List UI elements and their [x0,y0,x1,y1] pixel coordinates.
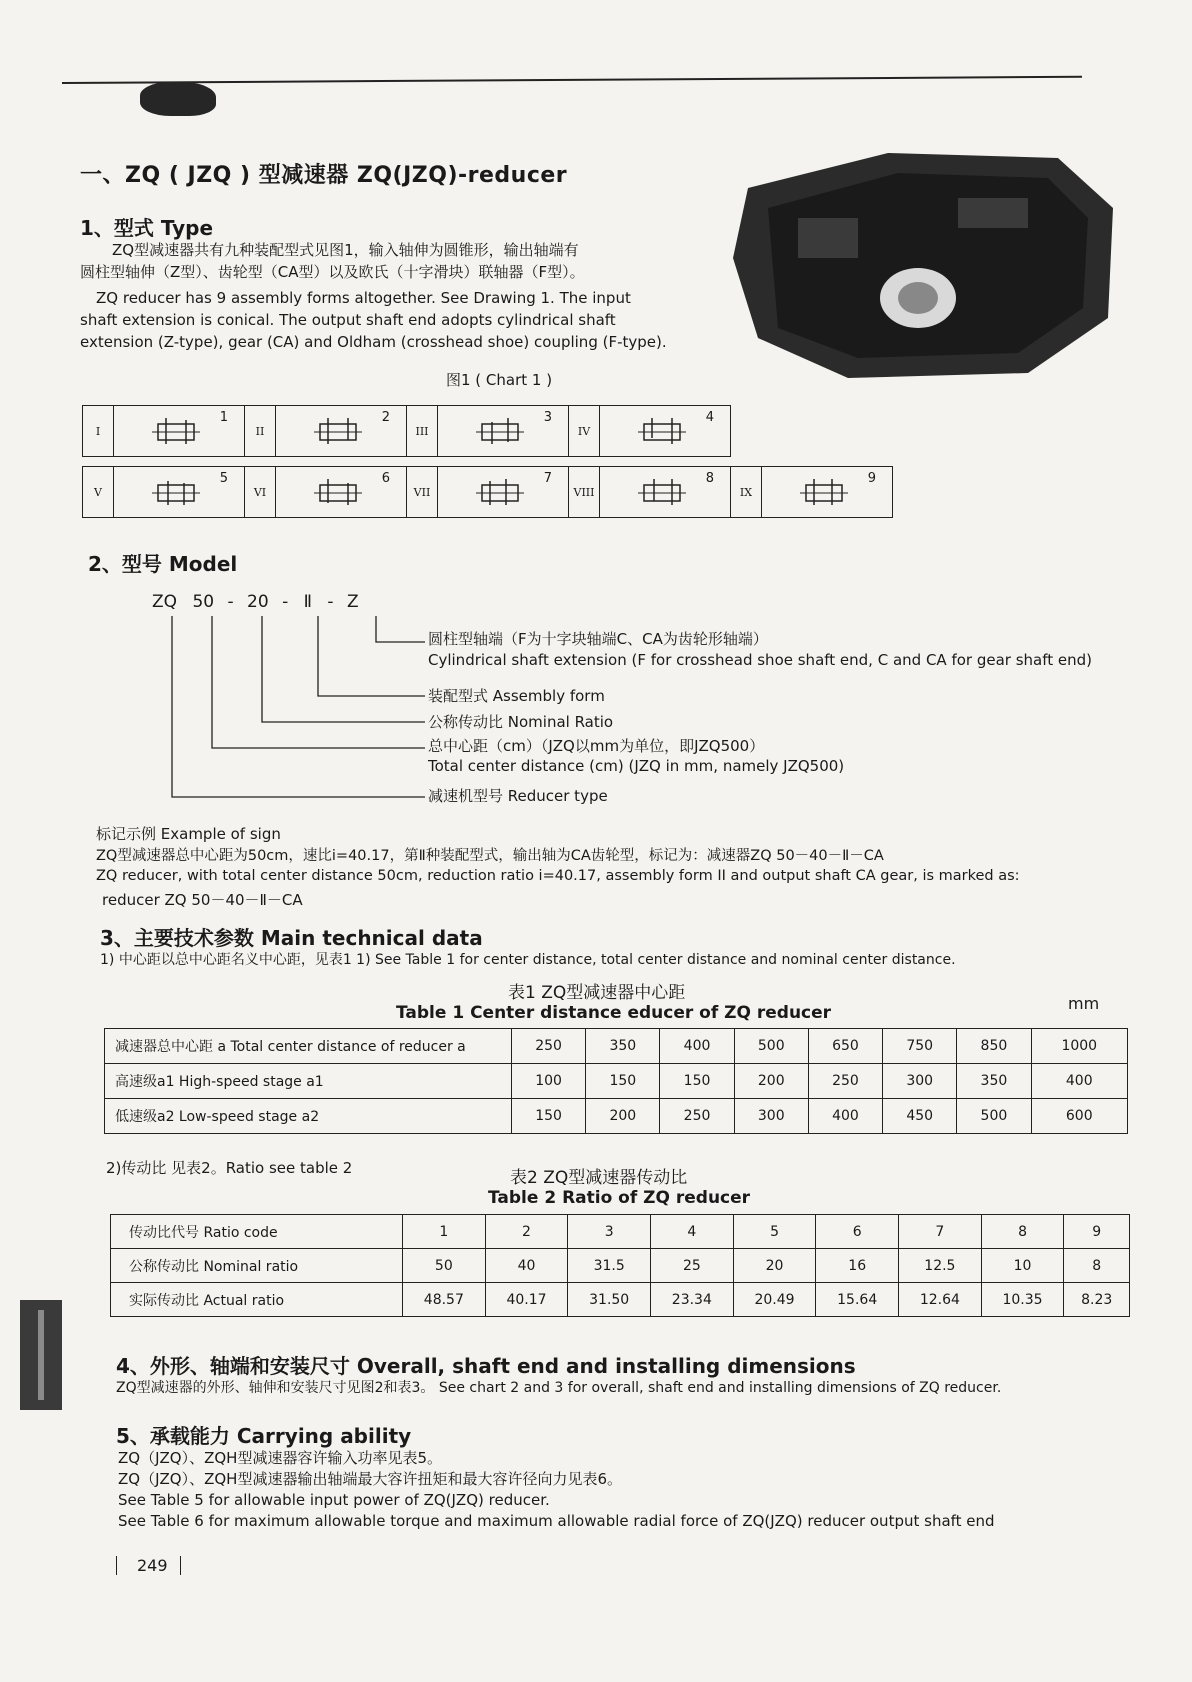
example-title: 标记示例 Example of sign [96,825,281,843]
table-cell: 20 [733,1249,816,1283]
example-zh: ZQ型减速器总中心距为50cm，速比i=40.17，第Ⅱ种装配型式，输出轴为CA齿轮型，标记为：减速器ZQ 50－40－Ⅱ－CA [96,848,884,864]
table-cell: 10 [981,1249,1064,1283]
form-roman: I [83,406,114,457]
table-cell: 16 [816,1249,899,1283]
table-cell: 25 [651,1249,734,1283]
page-number: 249 [137,1556,168,1575]
table-cell: 8.23 [1064,1283,1130,1317]
form-number: 4 [705,410,714,425]
table-cell: 31.5 [568,1249,651,1283]
type-zh-line1: ZQ型减速器共有九种装配型式见图1，输入轴伸为圆锥形，输出轴端有 [112,241,579,259]
table-cell: 400 [1031,1064,1127,1099]
model-code-part: Z [346,592,359,612]
table-cell: 450 [883,1099,957,1134]
header-rule [62,76,1082,84]
form-roman: VI [245,467,276,518]
capacity-heading: 5、承载能力 Carrying ability [116,1424,412,1448]
model-leader-lines [150,612,430,802]
table-row [105,1029,1128,1064]
table-cell: 1 [403,1215,486,1249]
capacity-line1: ZQ（JZQ）、ZQH型减速器容许输入功率见表5。 [118,1449,442,1467]
form-number: 5 [219,471,228,486]
form-number: 6 [381,471,390,486]
assembly-form-cell [438,406,569,457]
assembly-form-cell [276,467,407,518]
table-cell: 250 [512,1029,586,1064]
form-number: 1 [219,410,228,425]
table-cell: 12.5 [899,1249,982,1283]
table2-title-zh: 表2 ZQ型减速器传动比 [510,1168,688,1188]
assembly-form-cell [438,467,569,518]
model-code-part: ZQ [152,592,178,612]
page-number-wrap [116,1556,181,1575]
model-code-part: 20 [247,592,269,612]
table-cell: 650 [808,1029,882,1064]
assembly-form-cell [600,406,731,457]
table-cell: 350 [957,1064,1031,1099]
gearbox-icon [152,418,202,444]
table-row [111,1283,1130,1317]
table-row-label: 减速器总中心距 a Total center distance of reducer a [105,1029,512,1064]
table-cell: 40.17 [485,1283,568,1317]
example-en2: reducer ZQ 50－40－Ⅱ－CA [102,891,303,909]
table-cell: 10.35 [981,1283,1064,1317]
table-cell: 250 [808,1064,882,1099]
table-cell: 2 [485,1215,568,1249]
table-cell: 150 [586,1064,660,1099]
annotation-reducer-type: 减速机型号 Reducer type [428,787,608,805]
type-heading: 1、型式 Type [80,216,214,240]
table-cell: 48.57 [403,1283,486,1317]
capacity-line4: See Table 6 for maximum allowable torque and maximum allowable radial force of ZQ(JZQ) reducer output shaft end [118,1512,995,1530]
table-row [111,1249,1130,1283]
side-tab [20,1300,62,1410]
table-cell: 200 [586,1099,660,1134]
model-code-part: - [282,592,289,612]
model-code-part: - [227,592,234,612]
dims-heading: 4、外形、轴端和安装尺寸 Overall, shaft end and installing dimensions [116,1354,856,1378]
table-cell: 850 [957,1029,1031,1064]
model-code-part: Ⅱ [303,592,312,612]
table-cell: 250 [660,1099,734,1134]
gearbox-icon [800,479,850,505]
type-zh-line2: 圆柱型轴伸（Z型）、齿轮型（CA型）以及欧氏（十字滑块）联轴器（F型）。 [80,263,585,281]
reducer-photo [728,148,1120,378]
table-cell: 400 [808,1099,882,1134]
table-cell: 600 [1031,1099,1127,1134]
model-code-part: - [327,592,334,612]
model-code [152,592,359,612]
form-roman: VII [407,467,438,518]
table-cell: 20.49 [733,1283,816,1317]
annotation-center-distance-zh: 总中心距（cm）（JZQ以mm为单位，即JZQ500） [428,737,765,755]
tech-heading: 3、主要技术参数 Main technical data [100,926,483,950]
form-roman: III [407,406,438,457]
table-cell: 50 [403,1249,486,1283]
model-heading: 2、型号 Model [88,552,238,576]
model-code-part: 50 [192,592,215,612]
table-cell: 4 [651,1215,734,1249]
type-en-line2: shaft extension is conical. The output shaft end adopts cylindrical shaft [80,311,616,329]
annotation-shaft-zh: 圆柱型轴端（F为十字块轴端C、CA为齿轮形轴端） [428,630,768,648]
table-row-label: 实际传动比 Actual ratio [111,1283,403,1317]
table-cell: 1000 [1031,1029,1127,1064]
table-cell: 15.64 [816,1283,899,1317]
gearbox-icon [638,418,688,444]
section-title: 一、ZQ ( JZQ ) 型减速器 ZQ(JZQ)-reducer [80,163,568,188]
form-roman: II [245,406,276,457]
assembly-form-cell [600,467,731,518]
capacity-line2: ZQ（JZQ）、ZQH型减速器输出轴端最大容许扭矩和最大容许径向力见表6。 [118,1470,622,1488]
table-cell: 150 [660,1064,734,1099]
assembly-form-cell [114,406,245,457]
table2-ratio [110,1214,1130,1317]
assembly-form-cell [114,467,245,518]
assembly-form-cell [276,406,407,457]
table-cell: 12.64 [899,1283,982,1317]
table-row-label: 公称传动比 Nominal ratio [111,1249,403,1283]
chart1-caption: 图1 ( Chart 1 ) [446,371,553,389]
table-cell: 150 [512,1099,586,1134]
form-roman: IX [731,467,762,518]
table-row-label: 传动比代号 Ratio code [111,1215,403,1249]
table1-title-zh: 表1 ZQ型减速器中心距 [508,983,686,1003]
annotation-nominal-ratio: 公称传动比 Nominal Ratio [428,713,614,731]
table-cell: 500 [734,1029,808,1064]
table2-title-en: Table 2 Ratio of ZQ reducer [488,1188,751,1208]
form-roman: IV [569,406,600,457]
table-cell: 300 [734,1099,808,1134]
gearbox-icon [314,479,364,505]
form-roman: V [83,467,114,518]
table-row [111,1215,1130,1249]
table-cell: 350 [586,1029,660,1064]
form-number: 2 [381,410,390,425]
table-cell: 5 [733,1215,816,1249]
table-row-label: 低速级a2 Low-speed stage a2 [105,1099,512,1134]
gearbox-icon [152,479,202,505]
table-cell: 500 [957,1099,1031,1134]
gearbox-icon [638,479,688,505]
form-number: 8 [705,471,714,486]
form-number: 9 [867,471,876,486]
gearbox-icon [314,418,364,444]
table-cell: 8 [981,1215,1064,1249]
table1-title-en: Table 1 Center distance educer of ZQ reducer [396,1003,832,1023]
table-cell: 400 [660,1029,734,1064]
assembly-form-cell [762,467,893,518]
table-row [105,1064,1128,1099]
table-cell: 100 [512,1064,586,1099]
capacity-line3: See Table 5 for allowable input power of ZQ(JZQ) reducer. [118,1491,550,1509]
annotation-center-distance-en: Total center distance (cm) (JZQ in mm, namely JZQ500) [428,757,845,775]
example-en1: ZQ reducer, with total center distance 50cm, reduction ratio i=40.17, assembly form II and output shaft CA gear, is marked as: [96,868,1020,884]
table-cell: 8 [1064,1249,1130,1283]
table-cell: 750 [883,1029,957,1064]
table-cell: 6 [816,1215,899,1249]
table-row [105,1099,1128,1134]
table-cell: 9 [1064,1215,1130,1249]
gearbox-icon [476,479,526,505]
table-cell: 300 [883,1064,957,1099]
tech-note1: 1) 中心距以总中心距名义中心距，见表1 1) See Table 1 for center distance, total center distance and nominal center distance. [100,952,956,968]
gearbox-icon [476,418,526,444]
header-logo-blob [140,82,216,116]
form-roman: VIII [569,467,600,518]
annotation-assembly-form: 装配型式 Assembly form [428,687,605,705]
table1-center-distance [104,1028,1128,1134]
type-en-line1: ZQ reducer has 9 assembly forms altogether. See Drawing 1. The input [96,289,631,307]
table-cell: 3 [568,1215,651,1249]
form-number: 3 [543,410,552,425]
type-en-line3: extension (Z-type), gear (CA) and Oldham (crosshead shoe) coupling (F-type). [80,333,667,351]
tech-note2: 2)传动比 见表2。Ratio see table 2 [106,1159,353,1177]
table-cell: 40 [485,1249,568,1283]
table-cell: 200 [734,1064,808,1099]
table-row-label: 高速级a1 High-speed stage a1 [105,1064,512,1099]
table-cell: 7 [899,1215,982,1249]
table-cell: 31.50 [568,1283,651,1317]
assembly-forms-row2 [82,466,893,518]
annotation-shaft-en: Cylindrical shaft extension (F for crosshead shoe shaft end, C and CA for gear shaft end) [428,651,1093,669]
table-cell: 23.34 [651,1283,734,1317]
dims-text: ZQ型减速器的外形、轴伸和安装尺寸见图2和表3。 See chart 2 and 3 for overall, shaft end and installing dimensions of ZQ reducer. [116,1380,1002,1396]
assembly-forms-row1 [82,405,731,457]
table1-unit: mm [1068,994,1100,1013]
form-number: 7 [543,471,552,486]
